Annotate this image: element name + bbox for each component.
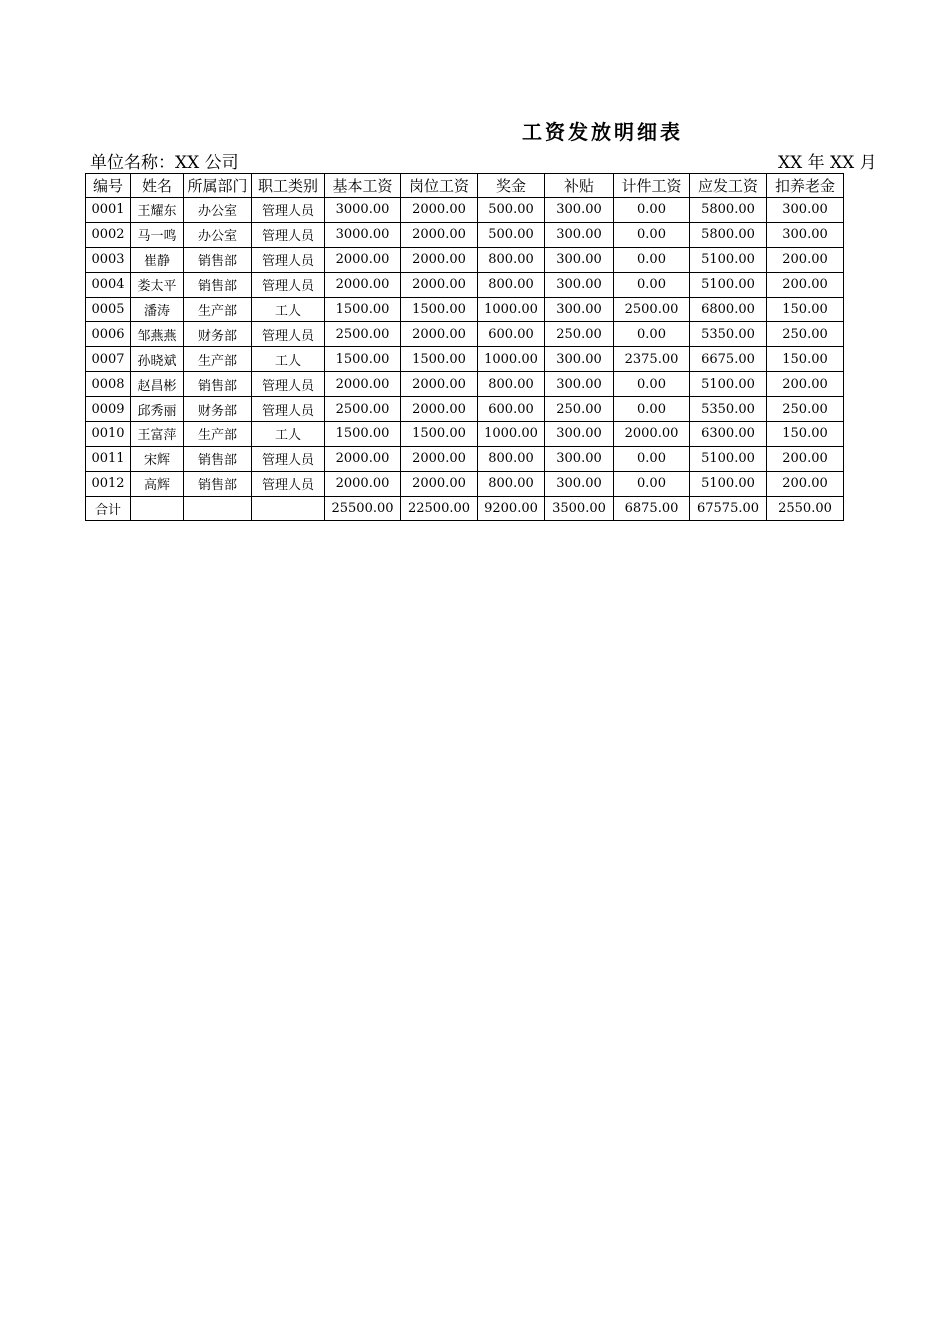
cell-dept: 生产部 xyxy=(184,347,252,372)
cell-id: 0005 xyxy=(86,297,131,322)
cell-piece: 2500.00 xyxy=(614,297,690,322)
cell-bonus: 800.00 xyxy=(478,247,545,272)
cell-gross: 5350.00 xyxy=(690,322,767,347)
cell-piece: 2000.00 xyxy=(614,422,690,447)
cell-gross: 5100.00 xyxy=(690,272,767,297)
cell-pension: 300.00 xyxy=(767,198,844,223)
cell-dept: 生产部 xyxy=(184,422,252,447)
cell-piece: 0.00 xyxy=(614,247,690,272)
cell-bonus: 800.00 xyxy=(478,471,545,496)
total-pension: 2550.00 xyxy=(767,496,844,520)
period-date: XX 年 XX 月 xyxy=(778,153,877,173)
cell-category: 管理人员 xyxy=(252,397,325,422)
cell-post: 2000.00 xyxy=(401,446,478,471)
total-label: 合计 xyxy=(86,496,131,520)
column-header: 岗位工资 xyxy=(401,174,478,198)
cell-basic: 2000.00 xyxy=(325,372,401,397)
cell-name: 邹燕燕 xyxy=(131,322,184,347)
cell-allowance: 300.00 xyxy=(545,198,614,223)
cell-gross: 5100.00 xyxy=(690,446,767,471)
table-row xyxy=(86,222,844,247)
cell-allowance: 250.00 xyxy=(545,397,614,422)
column-header: 奖金 xyxy=(478,174,545,198)
cell-name: 高辉 xyxy=(131,471,184,496)
cell-name: 邱秀丽 xyxy=(131,397,184,422)
table-row xyxy=(86,446,844,471)
cell-dept: 生产部 xyxy=(184,297,252,322)
cell-name: 王耀东 xyxy=(131,198,184,223)
cell-pension: 250.00 xyxy=(767,397,844,422)
cell-category: 工人 xyxy=(252,297,325,322)
cell-name: 赵昌彬 xyxy=(131,372,184,397)
cell-dept: 办公室 xyxy=(184,222,252,247)
cell-gross: 5100.00 xyxy=(690,247,767,272)
column-header: 扣养老金 xyxy=(767,174,844,198)
cell-bonus: 800.00 xyxy=(478,446,545,471)
cell-id: 0012 xyxy=(86,471,131,496)
cell-dept: 销售部 xyxy=(184,372,252,397)
cell-piece: 0.00 xyxy=(614,322,690,347)
cell-bonus: 500.00 xyxy=(478,222,545,247)
cell-bonus: 1000.00 xyxy=(478,422,545,447)
cell-id: 0002 xyxy=(86,222,131,247)
total-empty-cell xyxy=(131,496,184,520)
cell-id: 0009 xyxy=(86,397,131,422)
cell-allowance: 300.00 xyxy=(545,422,614,447)
cell-basic: 3000.00 xyxy=(325,198,401,223)
cell-dept: 销售部 xyxy=(184,446,252,471)
cell-id: 0007 xyxy=(86,347,131,372)
cell-piece: 0.00 xyxy=(614,372,690,397)
cell-pension: 200.00 xyxy=(767,247,844,272)
column-header: 基本工资 xyxy=(325,174,401,198)
cell-id: 0010 xyxy=(86,422,131,447)
cell-category: 管理人员 xyxy=(252,372,325,397)
cell-post: 1500.00 xyxy=(401,297,478,322)
cell-allowance: 300.00 xyxy=(545,222,614,247)
column-header: 姓名 xyxy=(131,174,184,198)
table-row xyxy=(86,272,844,297)
cell-basic: 3000.00 xyxy=(325,222,401,247)
cell-bonus: 600.00 xyxy=(478,322,545,347)
company-name: 单位名称：XX 公司 xyxy=(90,153,239,173)
cell-allowance: 250.00 xyxy=(545,322,614,347)
cell-pension: 200.00 xyxy=(767,372,844,397)
cell-id: 0003 xyxy=(86,247,131,272)
column-header: 编号 xyxy=(86,174,131,198)
column-header: 计件工资 xyxy=(614,174,690,198)
cell-name: 马一鸣 xyxy=(131,222,184,247)
table-row xyxy=(86,347,844,372)
cell-name: 王富萍 xyxy=(131,422,184,447)
cell-name: 孙晓斌 xyxy=(131,347,184,372)
cell-category: 管理人员 xyxy=(252,471,325,496)
table-row xyxy=(86,422,844,447)
cell-gross: 5800.00 xyxy=(690,198,767,223)
cell-category: 管理人员 xyxy=(252,222,325,247)
total-bonus: 9200.00 xyxy=(478,496,545,520)
cell-post: 2000.00 xyxy=(401,198,478,223)
table-row xyxy=(86,322,844,347)
cell-category: 管理人员 xyxy=(252,247,325,272)
total-piece: 6875.00 xyxy=(614,496,690,520)
cell-category: 管理人员 xyxy=(252,446,325,471)
cell-gross: 5350.00 xyxy=(690,397,767,422)
cell-gross: 5800.00 xyxy=(690,222,767,247)
cell-bonus: 800.00 xyxy=(478,272,545,297)
total-empty-cell xyxy=(184,496,252,520)
table-row xyxy=(86,297,844,322)
cell-category: 管理人员 xyxy=(252,322,325,347)
cell-basic: 2500.00 xyxy=(325,397,401,422)
cell-category: 管理人员 xyxy=(252,272,325,297)
cell-pension: 200.00 xyxy=(767,446,844,471)
cell-bonus: 1000.00 xyxy=(478,297,545,322)
cell-post: 2000.00 xyxy=(401,222,478,247)
header-row xyxy=(86,174,844,198)
total-row xyxy=(86,496,844,520)
cell-basic: 2000.00 xyxy=(325,247,401,272)
cell-id: 0001 xyxy=(86,198,131,223)
cell-allowance: 300.00 xyxy=(545,372,614,397)
cell-id: 0008 xyxy=(86,372,131,397)
cell-piece: 0.00 xyxy=(614,397,690,422)
cell-bonus: 800.00 xyxy=(478,372,545,397)
cell-name: 娄太平 xyxy=(131,272,184,297)
cell-bonus: 500.00 xyxy=(478,198,545,223)
table-row xyxy=(86,247,844,272)
cell-allowance: 300.00 xyxy=(545,471,614,496)
cell-pension: 150.00 xyxy=(767,297,844,322)
cell-category: 工人 xyxy=(252,422,325,447)
cell-pension: 150.00 xyxy=(767,422,844,447)
salary-table xyxy=(85,173,844,521)
cell-piece: 0.00 xyxy=(614,198,690,223)
total-gross: 67575.00 xyxy=(690,496,767,520)
cell-allowance: 300.00 xyxy=(545,272,614,297)
cell-post: 2000.00 xyxy=(401,272,478,297)
cell-category: 工人 xyxy=(252,347,325,372)
column-header: 所属部门 xyxy=(184,174,252,198)
cell-name: 宋辉 xyxy=(131,446,184,471)
table-row xyxy=(86,372,844,397)
cell-basic: 2000.00 xyxy=(325,272,401,297)
cell-allowance: 300.00 xyxy=(545,297,614,322)
cell-category: 管理人员 xyxy=(252,198,325,223)
cell-dept: 办公室 xyxy=(184,198,252,223)
cell-id: 0004 xyxy=(86,272,131,297)
cell-basic: 2500.00 xyxy=(325,322,401,347)
table-row xyxy=(86,471,844,496)
cell-dept: 财务部 xyxy=(184,397,252,422)
cell-allowance: 300.00 xyxy=(545,247,614,272)
cell-post: 2000.00 xyxy=(401,372,478,397)
cell-basic: 1500.00 xyxy=(325,347,401,372)
cell-gross: 5100.00 xyxy=(690,372,767,397)
cell-post: 1500.00 xyxy=(401,422,478,447)
cell-dept: 财务部 xyxy=(184,322,252,347)
cell-post: 2000.00 xyxy=(401,397,478,422)
cell-post: 2000.00 xyxy=(401,322,478,347)
cell-piece: 2375.00 xyxy=(614,347,690,372)
total-empty-cell xyxy=(252,496,325,520)
cell-post: 2000.00 xyxy=(401,471,478,496)
cell-allowance: 300.00 xyxy=(545,347,614,372)
column-header: 职工类别 xyxy=(252,174,325,198)
cell-id: 0006 xyxy=(86,322,131,347)
table-body xyxy=(86,198,844,521)
table-row xyxy=(86,198,844,223)
cell-piece: 0.00 xyxy=(614,471,690,496)
total-post: 22500.00 xyxy=(401,496,478,520)
column-header: 应发工资 xyxy=(690,174,767,198)
cell-basic: 1500.00 xyxy=(325,422,401,447)
cell-pension: 300.00 xyxy=(767,222,844,247)
total-basic: 25500.00 xyxy=(325,496,401,520)
cell-id: 0011 xyxy=(86,446,131,471)
cell-gross: 6300.00 xyxy=(690,422,767,447)
cell-name: 潘涛 xyxy=(131,297,184,322)
cell-post: 2000.00 xyxy=(401,247,478,272)
cell-piece: 0.00 xyxy=(614,272,690,297)
cell-basic: 2000.00 xyxy=(325,446,401,471)
cell-dept: 销售部 xyxy=(184,247,252,272)
cell-piece: 0.00 xyxy=(614,222,690,247)
cell-dept: 销售部 xyxy=(184,471,252,496)
total-allowance: 3500.00 xyxy=(545,496,614,520)
cell-gross: 6675.00 xyxy=(690,347,767,372)
cell-post: 1500.00 xyxy=(401,347,478,372)
cell-pension: 250.00 xyxy=(767,322,844,347)
cell-basic: 1500.00 xyxy=(325,297,401,322)
cell-bonus: 600.00 xyxy=(478,397,545,422)
sheet-title: 工资发放明细表 xyxy=(522,120,683,144)
column-header: 补贴 xyxy=(545,174,614,198)
cell-allowance: 300.00 xyxy=(545,446,614,471)
table-row xyxy=(86,397,844,422)
cell-piece: 0.00 xyxy=(614,446,690,471)
cell-gross: 5100.00 xyxy=(690,471,767,496)
cell-pension: 150.00 xyxy=(767,347,844,372)
cell-basic: 2000.00 xyxy=(325,471,401,496)
cell-pension: 200.00 xyxy=(767,272,844,297)
cell-dept: 销售部 xyxy=(184,272,252,297)
cell-pension: 200.00 xyxy=(767,471,844,496)
cell-name: 崔静 xyxy=(131,247,184,272)
cell-bonus: 1000.00 xyxy=(478,347,545,372)
cell-gross: 6800.00 xyxy=(690,297,767,322)
